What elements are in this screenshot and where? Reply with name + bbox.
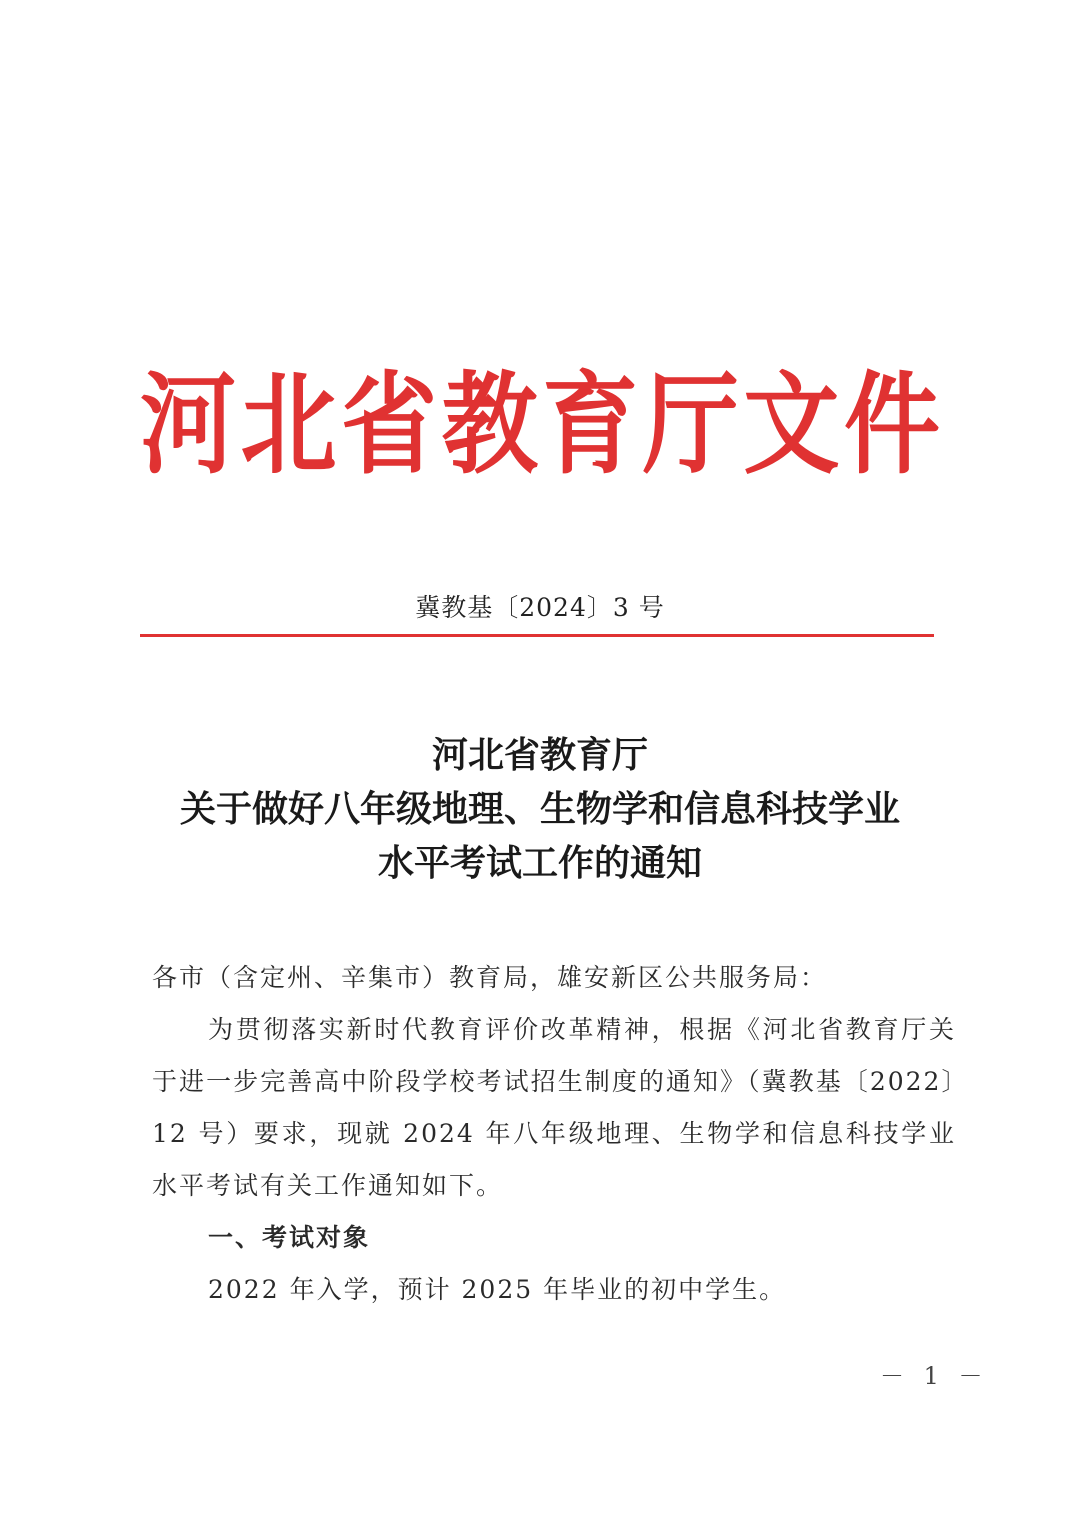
title-line-2: 关于做好八年级地理、生物学和信息科技学业 bbox=[179, 788, 900, 830]
masthead-char: 北 bbox=[240, 359, 337, 490]
masthead-char: 育 bbox=[542, 359, 639, 490]
masthead-char: 厅 bbox=[642, 359, 739, 490]
intro-paragraph: 为贯彻落实新时代教育评价改革精神，根据《河北省教育厅关于进一步完善高中阶段学校考试招生制度的通知》（冀教基〔2022〕12 号）要求，现就 2024 年八年级地理、生物学和信息科技学业水平考试有关工作通知如下。 bbox=[152, 1015, 956, 1200]
section-heading: 一、考试对象 bbox=[208, 1223, 371, 1252]
document-body bbox=[152, 952, 956, 1316]
page-number: － 1 － bbox=[880, 1362, 989, 1390]
section-text: 2022 年入学，预计 2025 年毕业的初中学生。 bbox=[208, 1275, 787, 1304]
title-line-1: 河北省教育厅 bbox=[431, 734, 648, 776]
masthead bbox=[140, 355, 940, 495]
document-number: 冀教基〔2024〕3 号 bbox=[415, 593, 665, 622]
title-line-3: 水平考试工作的通知 bbox=[377, 842, 702, 884]
red-separator-line bbox=[140, 634, 934, 637]
masthead-char: 省 bbox=[341, 359, 438, 490]
masthead-char: 件 bbox=[843, 359, 940, 490]
masthead-char: 教 bbox=[441, 359, 538, 490]
masthead-char: 河 bbox=[140, 359, 236, 490]
document-title bbox=[0, 728, 1080, 890]
salutation: 各市（含定州、辛集市）教育局，雄安新区公共服务局： bbox=[152, 963, 828, 992]
masthead-char: 文 bbox=[743, 359, 840, 490]
